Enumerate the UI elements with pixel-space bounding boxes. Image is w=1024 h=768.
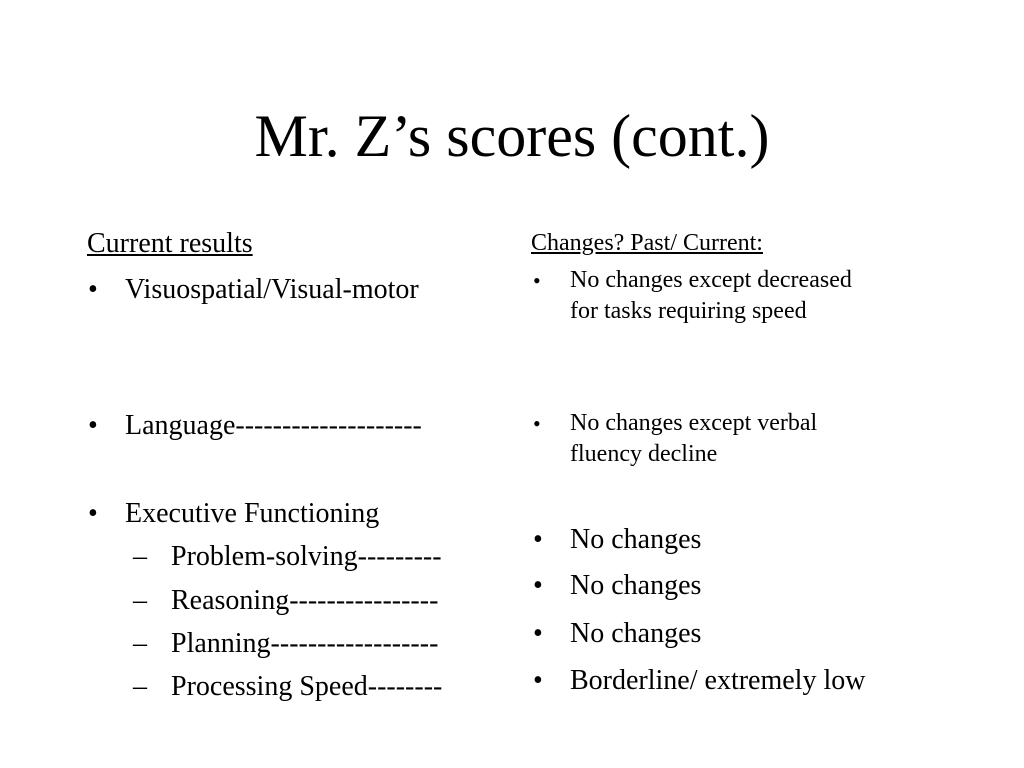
bullet-icon: • [533, 268, 541, 293]
right-item-planning: No changes [570, 618, 702, 649]
dash-icon: – [133, 671, 147, 702]
bullet-icon: • [88, 410, 98, 441]
bullet-icon: • [88, 274, 98, 305]
left-subitem-planning: Planning------------------ [171, 628, 439, 659]
bullet-icon: • [533, 618, 543, 649]
dash-icon: – [133, 585, 147, 616]
slide-title: Mr. Z’s scores (cont.) [254, 103, 770, 169]
right-item-reasoning: No changes [570, 570, 702, 601]
bullet-icon: • [533, 570, 543, 601]
right-item-visuospatial-line1: No changes except decreased [570, 267, 852, 293]
right-item-language-line2: fluency decline [570, 441, 718, 467]
bullet-icon: • [533, 524, 543, 555]
left-subitem-problem-solving: Problem-solving--------- [171, 541, 442, 572]
right-item-language-line1: No changes except verbal [570, 410, 818, 436]
bullet-icon: • [533, 665, 543, 696]
right-item-visuospatial-line2: for tasks requiring speed [570, 298, 807, 324]
left-item-visuospatial: Visuospatial/Visual-motor [125, 274, 419, 305]
left-item-executive-functioning: Executive Functioning [125, 498, 380, 529]
right-item-processing-speed: Borderline/ extremely low [570, 665, 866, 696]
left-subitem-reasoning: Reasoning---------------- [171, 585, 439, 616]
left-column-heading: Current results [87, 228, 253, 259]
right-item-problem-solving: No changes [570, 524, 702, 555]
dash-icon: – [133, 628, 147, 659]
right-column-heading: Changes? Past/ Current: [531, 230, 763, 256]
bullet-icon: • [533, 411, 541, 436]
dash-icon: – [133, 541, 147, 572]
bullet-icon: • [88, 498, 98, 529]
left-item-language: Language-------------------- [125, 410, 422, 441]
left-subitem-processing-speed: Processing Speed-------- [171, 671, 443, 702]
